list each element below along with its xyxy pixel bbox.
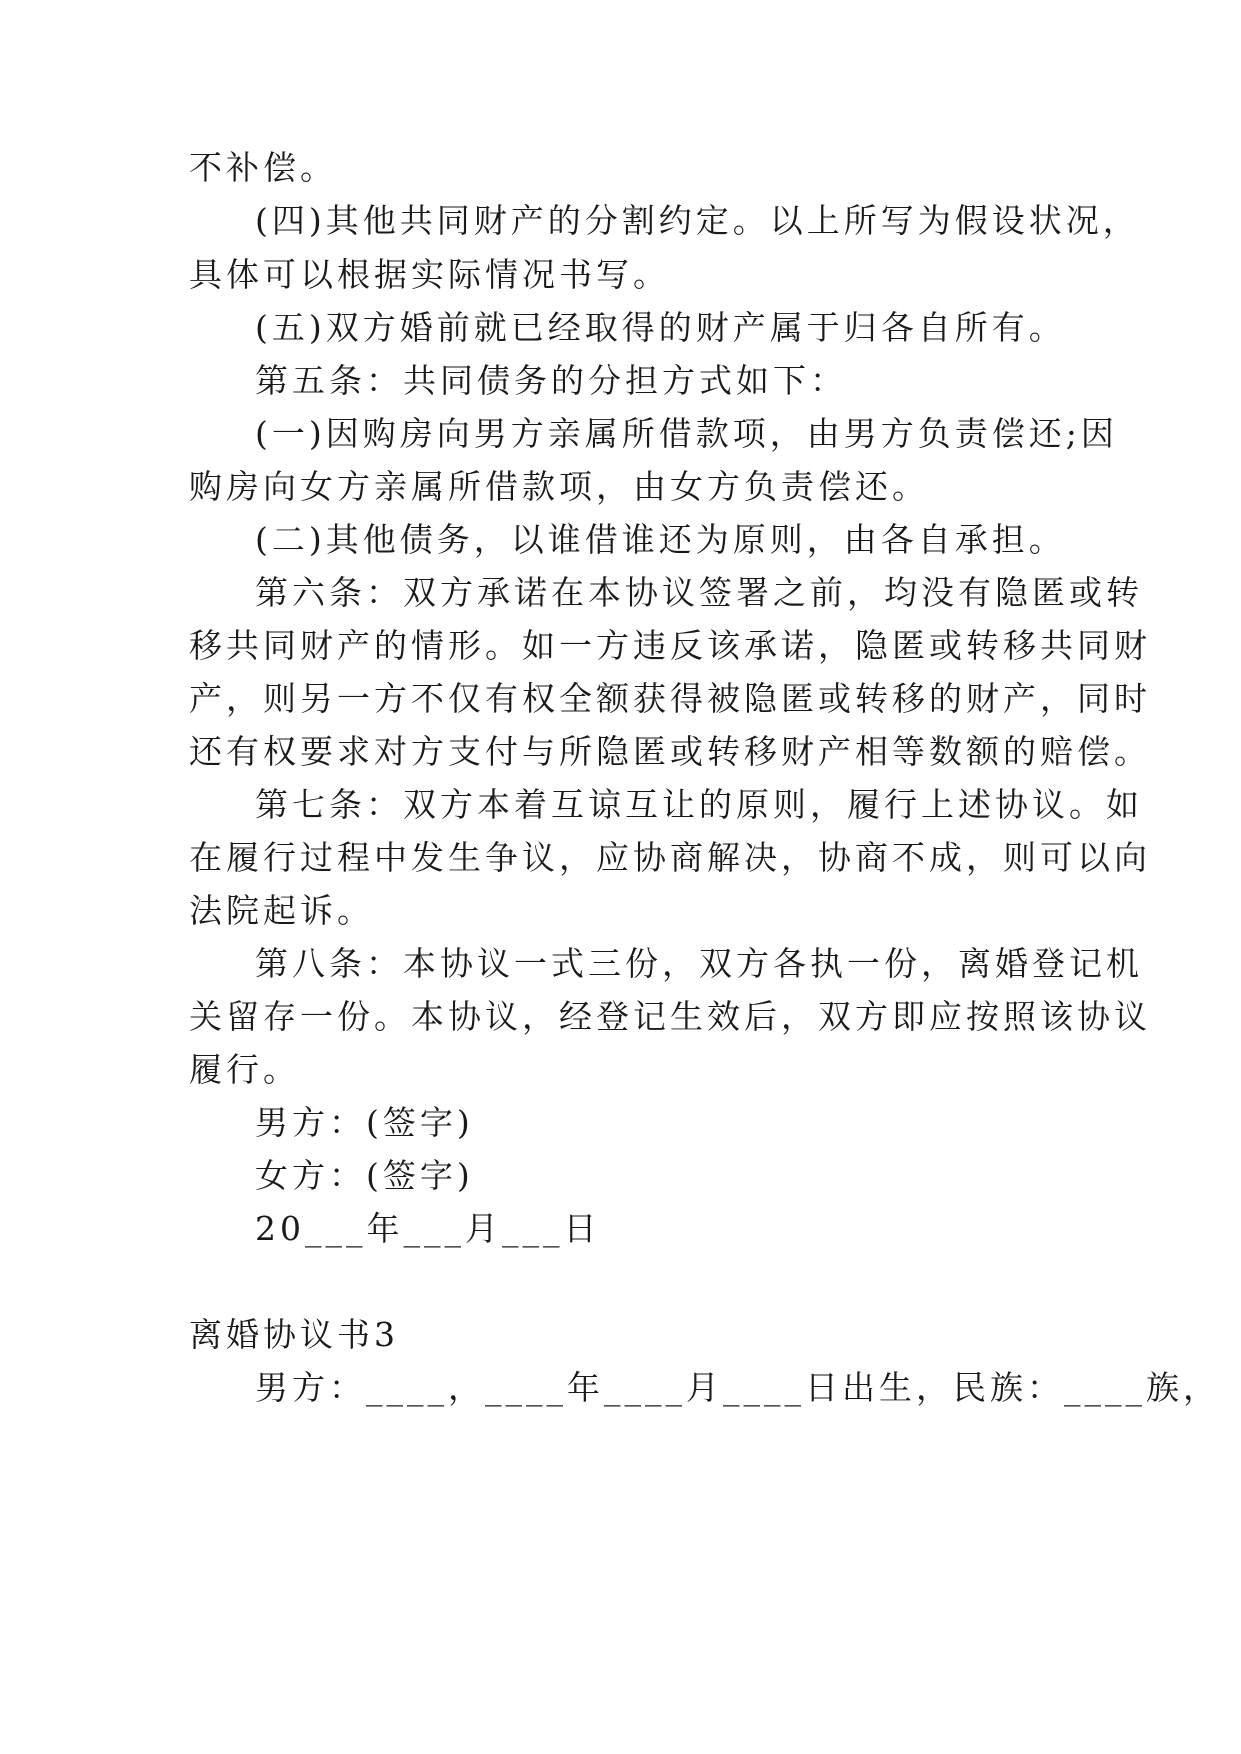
signature-line-male: 男方：(签字) xyxy=(255,1103,474,1142)
paragraph-line: 购房向女方亲属所借款项，由女方负责偿还。 xyxy=(189,467,929,506)
paragraph-line: 第五条：共同债务的分担方式如下： xyxy=(255,361,847,400)
paragraph-line: (二)其他债务，以谁借谁还为原则，由各自承担。 xyxy=(255,520,1066,559)
paragraph-line: (四)其他共同财产的分割约定。以上所写为假设状况， xyxy=(255,201,1140,240)
paragraph-line: (五)双方婚前就已经取得的财产属于归各自所有。 xyxy=(255,308,1066,347)
paragraph-line: 法院起诉。 xyxy=(189,891,374,930)
section-title: 离婚协议书3 xyxy=(189,1315,399,1354)
signature-line-female: 女方：(签字) xyxy=(255,1156,474,1195)
paragraph-line: (一)因购房向男方亲属所借款项，由男方负责偿还;因 xyxy=(255,414,1118,453)
paragraph-line: 第八条：本协议一式三份，双方各执一份，离婚登记机 xyxy=(255,944,1143,983)
paragraph-line: 具体可以根据实际情况书写。 xyxy=(189,255,670,294)
paragraph-line: 第七条：双方本着互谅互让的原则，履行上述协议。如 xyxy=(255,785,1143,824)
paragraph-line: 不补偿。 xyxy=(189,148,337,187)
paragraph-line: 在履行过程中发生争议，应协商解决，协商不成，则可以向 xyxy=(189,838,1151,877)
date-line: 20___年___月___日 xyxy=(255,1209,601,1248)
paragraph-line: 第六条：双方承诺在本协议签署之前，均没有隐匿或转 xyxy=(255,573,1143,612)
paragraph-line: 履行。 xyxy=(189,1050,300,1089)
paragraph-line: 关留存一份。本协议，经登记生效后，双方即应按照该协议 xyxy=(189,997,1151,1036)
paragraph-line: 产，则另一方不仅有权全额获得被隐匿或转移的财产，同时 xyxy=(189,679,1151,718)
paragraph-line: 男方：____，____年____月____日出生，民族：____族， xyxy=(255,1368,1220,1407)
paragraph-line: 移共同财产的情形。如一方违反该承诺，隐匿或转移共同财 xyxy=(189,626,1151,665)
paragraph-line: 还有权要求对方支付与所隐匿或转移财产相等数额的赔偿。 xyxy=(189,732,1151,771)
